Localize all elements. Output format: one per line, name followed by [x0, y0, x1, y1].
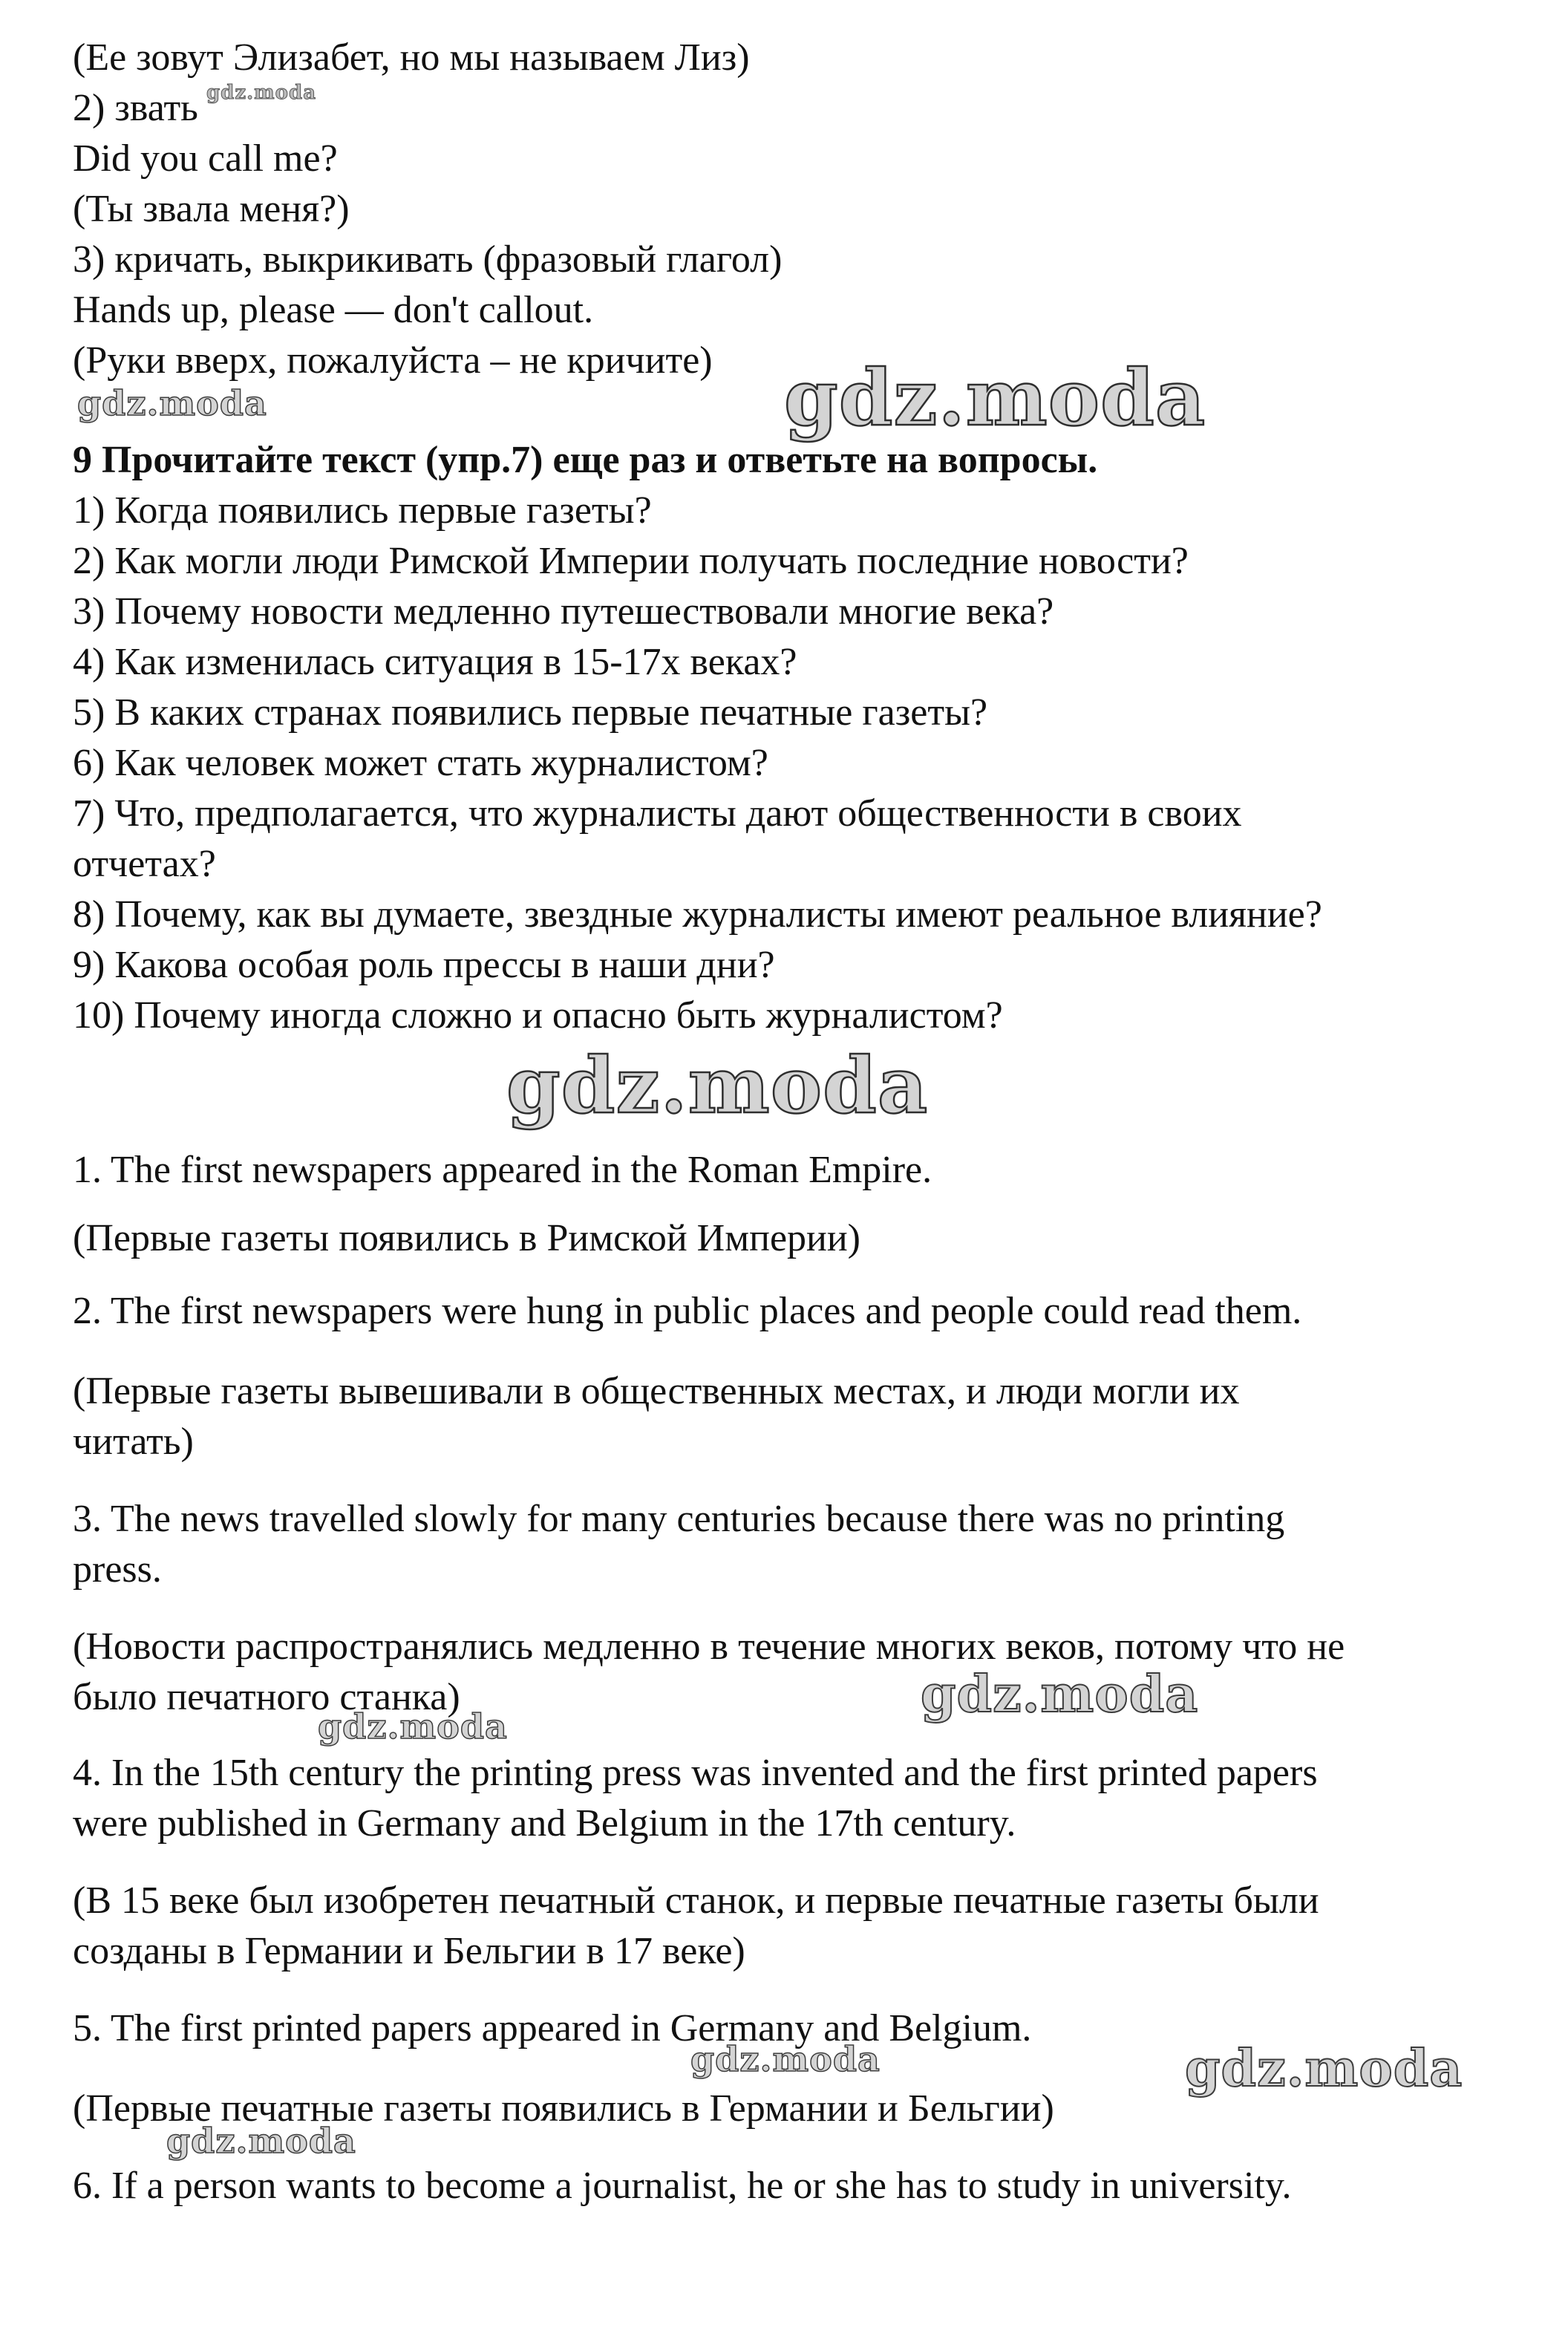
answer-3-cont: press.	[73, 1548, 162, 1591]
watermark-logo: gdz.moda	[784, 352, 1206, 443]
question-7: 7) Что, предполагается, что журналисты дают общественности в своих	[73, 792, 1242, 835]
answer-1: 1. The first newspapers appeared in the Roman Empire.	[73, 1149, 932, 1191]
answer-3-translation-cont: было печатного станка)	[73, 1676, 460, 1718]
answer-3: 3. The news travelled slowly for many centuries because there was no printing	[73, 1498, 1285, 1540]
text-line: (Ее зовут Элизабет, но мы называем Лиз)	[73, 36, 750, 79]
question-8: 8) Почему, как вы думаете, звездные журналисты имеют реальное влияние?	[73, 893, 1322, 936]
question-2: 2) Как могли люди Римской Империи получать последние новости?	[73, 540, 1189, 582]
answer-2-translation: (Первые газеты вывешивали в общественных местах, и люди могли их	[73, 1370, 1240, 1412]
watermark-logo: gdz.moda	[921, 1665, 1199, 1724]
question-10: 10) Почему иногда сложно и опасно быть журналистом?	[73, 994, 1003, 1037]
watermark-logo: gdz.moda	[690, 2039, 881, 2079]
answer-1-translation: (Первые газеты появились в Римской Империи)	[73, 1217, 860, 1259]
watermark-logo: gdz.moda	[77, 383, 267, 423]
watermark-logo: gdz.moda	[206, 82, 317, 104]
question-3: 3) Почему новости медленно путешествовали многие века?	[73, 590, 1054, 633]
answer-4-translation: (В 15 веке был изобретен печатный станок, и первые печатные газеты были	[73, 1879, 1319, 1922]
text-line: Did you call me?	[73, 137, 338, 180]
question-5: 5) В каких странах появились первые печатные газеты?	[73, 691, 988, 734]
watermark-logo: gdz.moda	[166, 2121, 356, 2161]
watermark-logo: gdz.moda	[506, 1040, 929, 1131]
text-line: (Ты звала меня?)	[73, 188, 350, 230]
answer-2: 2. The first newspapers were hung in public places and people could read them.	[73, 1290, 1302, 1332]
watermark-logo: gdz.moda	[1185, 2039, 1463, 2098]
answer-5: 5. The first printed papers appeared in Germany and Belgium.	[73, 2007, 1032, 2049]
text-line: 2) звать	[73, 87, 198, 129]
question-1: 1) Когда появились первые газеты?	[73, 489, 652, 532]
text-line: 3) кричать, выкрикивать (фразовый глагол)	[73, 238, 783, 281]
question-7-cont: отчетах?	[73, 843, 216, 885]
exercise-heading: 9 Прочитайте текст (упр.7) еще раз и ответьте на вопросы.	[73, 439, 1098, 481]
answer-4-translation-cont: созданы в Германии и Бельгии в 17 веке)	[73, 1930, 745, 1972]
answer-6: 6. If a person wants to become a journalist, he or she has to study in university.	[73, 2165, 1292, 2207]
answer-5-translation: (Первые печатные газеты появились в Германии и Бельгии)	[73, 2087, 1054, 2130]
question-6: 6) Как человек может стать журналистом?	[73, 742, 768, 784]
text-line: (Руки вверх, пожалуйста – не кричите)	[73, 339, 713, 382]
question-9: 9) Какова особая роль прессы в наши дни?	[73, 944, 775, 986]
answer-4: 4. In the 15th century the printing press was invented and the first printed papers	[73, 1752, 1318, 1794]
text-line: Hands up, please — don't callout.	[73, 289, 594, 331]
answer-4-cont: were published in Germany and Belgium in the 17th century.	[73, 1802, 1016, 1845]
answer-2-translation-cont: читать)	[73, 1421, 194, 1463]
answer-3-translation: (Новости распространялись медленно в течение многих веков, потому что не	[73, 1625, 1345, 1668]
question-4: 4) Как изменилась ситуация в 15-17х веках?	[73, 641, 797, 683]
watermark-logo: gdz.moda	[318, 1706, 508, 1747]
